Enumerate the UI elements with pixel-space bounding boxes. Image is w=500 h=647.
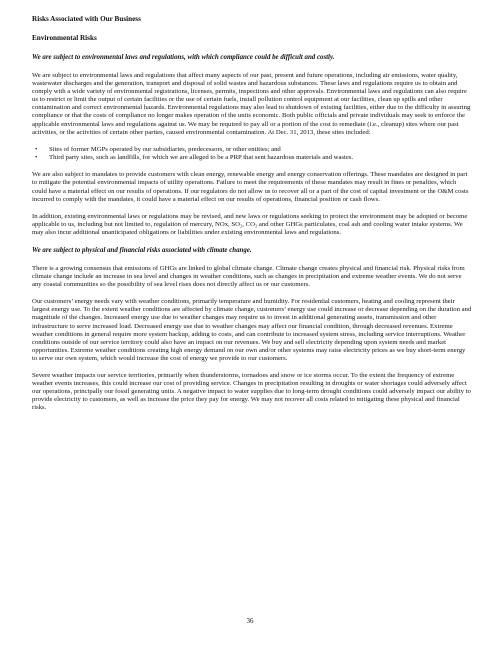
list-item: • Third party sites, such as landfills, for which we are alleged to be a PRP that sent hazardous materials and wastes.	[32, 154, 472, 162]
paragraph-environmental-laws: We are subject to environmental laws and regulations that affect many aspects of our past, present and future operations, including air emissions, water quality, wastewater discharges and the generation, transport and disposal of solid wastes and hazardous substances. These laws and regulations require us to obtain and comply with a wide variety of environmental registrations, licenses, permits, inspections and other approvals. Environmental laws and regulations can also require us to restrict or limit the output of certain facilities or the use of certain fuels, install pollution control equipment at our facilities, clean up spills and other contamination and correct environmental hazards. Environmental regulations may also lead to shutdown of existing facilities, either due to the difficulty in assuring compliance or that the costs of compliance no longer makes operation of the units economic. Both public officials and private individuals may seek to enforce the applicable environmental laws and regulations against us. We may be required to pay all or a portion of the cost to remediate (i.e., cleanup) sites where our past activities, or the activities of certain other parties, caused environmental contamination. At Dec. 31, 2013, these sites included:	[32, 72, 471, 136]
paragraph-customer-energy-needs: Our customers’ energy needs vary with weather conditions, primarily temperature and humidity. For residential customers, heating and cooling represent their largest energy use. To the extent weather conditions are affected by climate change, customers’ energy use could increase or decrease depending on the duration and magnitude of the changes. Increased energy use due to weather changes may require us to invest in additional generating assets, transmission and other infrastructure to serve increased load. Decreased energy use due to weather changes may affect our financial condition, through decreased revenues. Extreme weather conditions in general require more system backup, adding to costs, and can contribute to increased system stress, including service interruptions. Weather conditions outside of our service territory could also have an impact on our revenues. We buy and sell electricity depending upon system needs and market opportunities. Extreme weather conditions creating high energy demand on our own and/or other systems may raise electricity prices as we buy short-term energy to serve our own system, which would increase the cost of energy we provide to our customers.	[32, 298, 472, 362]
paragraph-climate-consensus: There is a growing consensus that emissions of GHGs are linked to global climate change. Climate change creates physical and financial risk. Physical risks from climate change include an increase in sea level and changes in weather conditions, such as changes in precipitation and extreme weather events. We do not serve any coastal communities so the possibility of sea level rises does not directly affect us or our customers.	[32, 265, 465, 289]
page-number: 36	[246, 617, 254, 625]
paragraph-severe-weather: Severe weather impacts our service territories, primarily when thunderstorms, tornadoes and snow or ice storms occur. To the extent the frequency of extreme weather events increases, this could increase our cost of providing service. Changes in precipitation resulting in droughts or water shortages could adversely affect our operations, principally our fossil generating units. A negative impact to water supplies due to long-term drought conditions could adversely impact our ability to provide electricity to customers, as well as increase the price they pay for energy. We may not recover all costs related to mitigating these physical and financial risks.	[32, 372, 471, 412]
paragraph-clean-energy-mandates: We are also subject to mandates to provide customers with clean energy, renewable energy and energy conservation offerings. These mandates are designed in part to mitigate the potential environmental impacts of utility operations. Failure to meet the requirements of these mandates may result in fines or penalties, which could have a material effect on our results of operations. If our regulators do not allow us to recover all or a part of the cost of capital investment or the O&M costs incurred to comply with the mandates, it could have a material effect on our results of operations, financial position or cash flows.	[32, 171, 469, 203]
section-heading: Risks Associated with Our Business	[32, 15, 141, 23]
paragraph-regulation-changes: In addition, existing environmental laws or regulations may be revised, and new laws or regulations seeking to protect the environment may be adopted or become applicable to us, including but not limited to, regulation of mercury, NOx, SO₂, CO₂ and other GHGs particulates, coal ash and cooling water intake systems. We may also incur additional unanticipated obligations or liabilities under existing environmental laws and regulations.	[32, 212, 468, 236]
risk-heading-climate: We are subject to physical and financial risks associated with climate change.	[32, 247, 252, 254]
subsection-heading: Environmental Risks	[32, 34, 97, 42]
list-item: • Sites of former MGPs operated by our subsidiaries, predecessors, or other entities; and	[32, 146, 472, 154]
risk-heading-environmental: We are subject to environmental laws and regulations, with which compliance could be difficult and costly.	[32, 54, 335, 61]
contaminated-sites-list	[32, 146, 472, 163]
page-content	[32, 15, 472, 422]
